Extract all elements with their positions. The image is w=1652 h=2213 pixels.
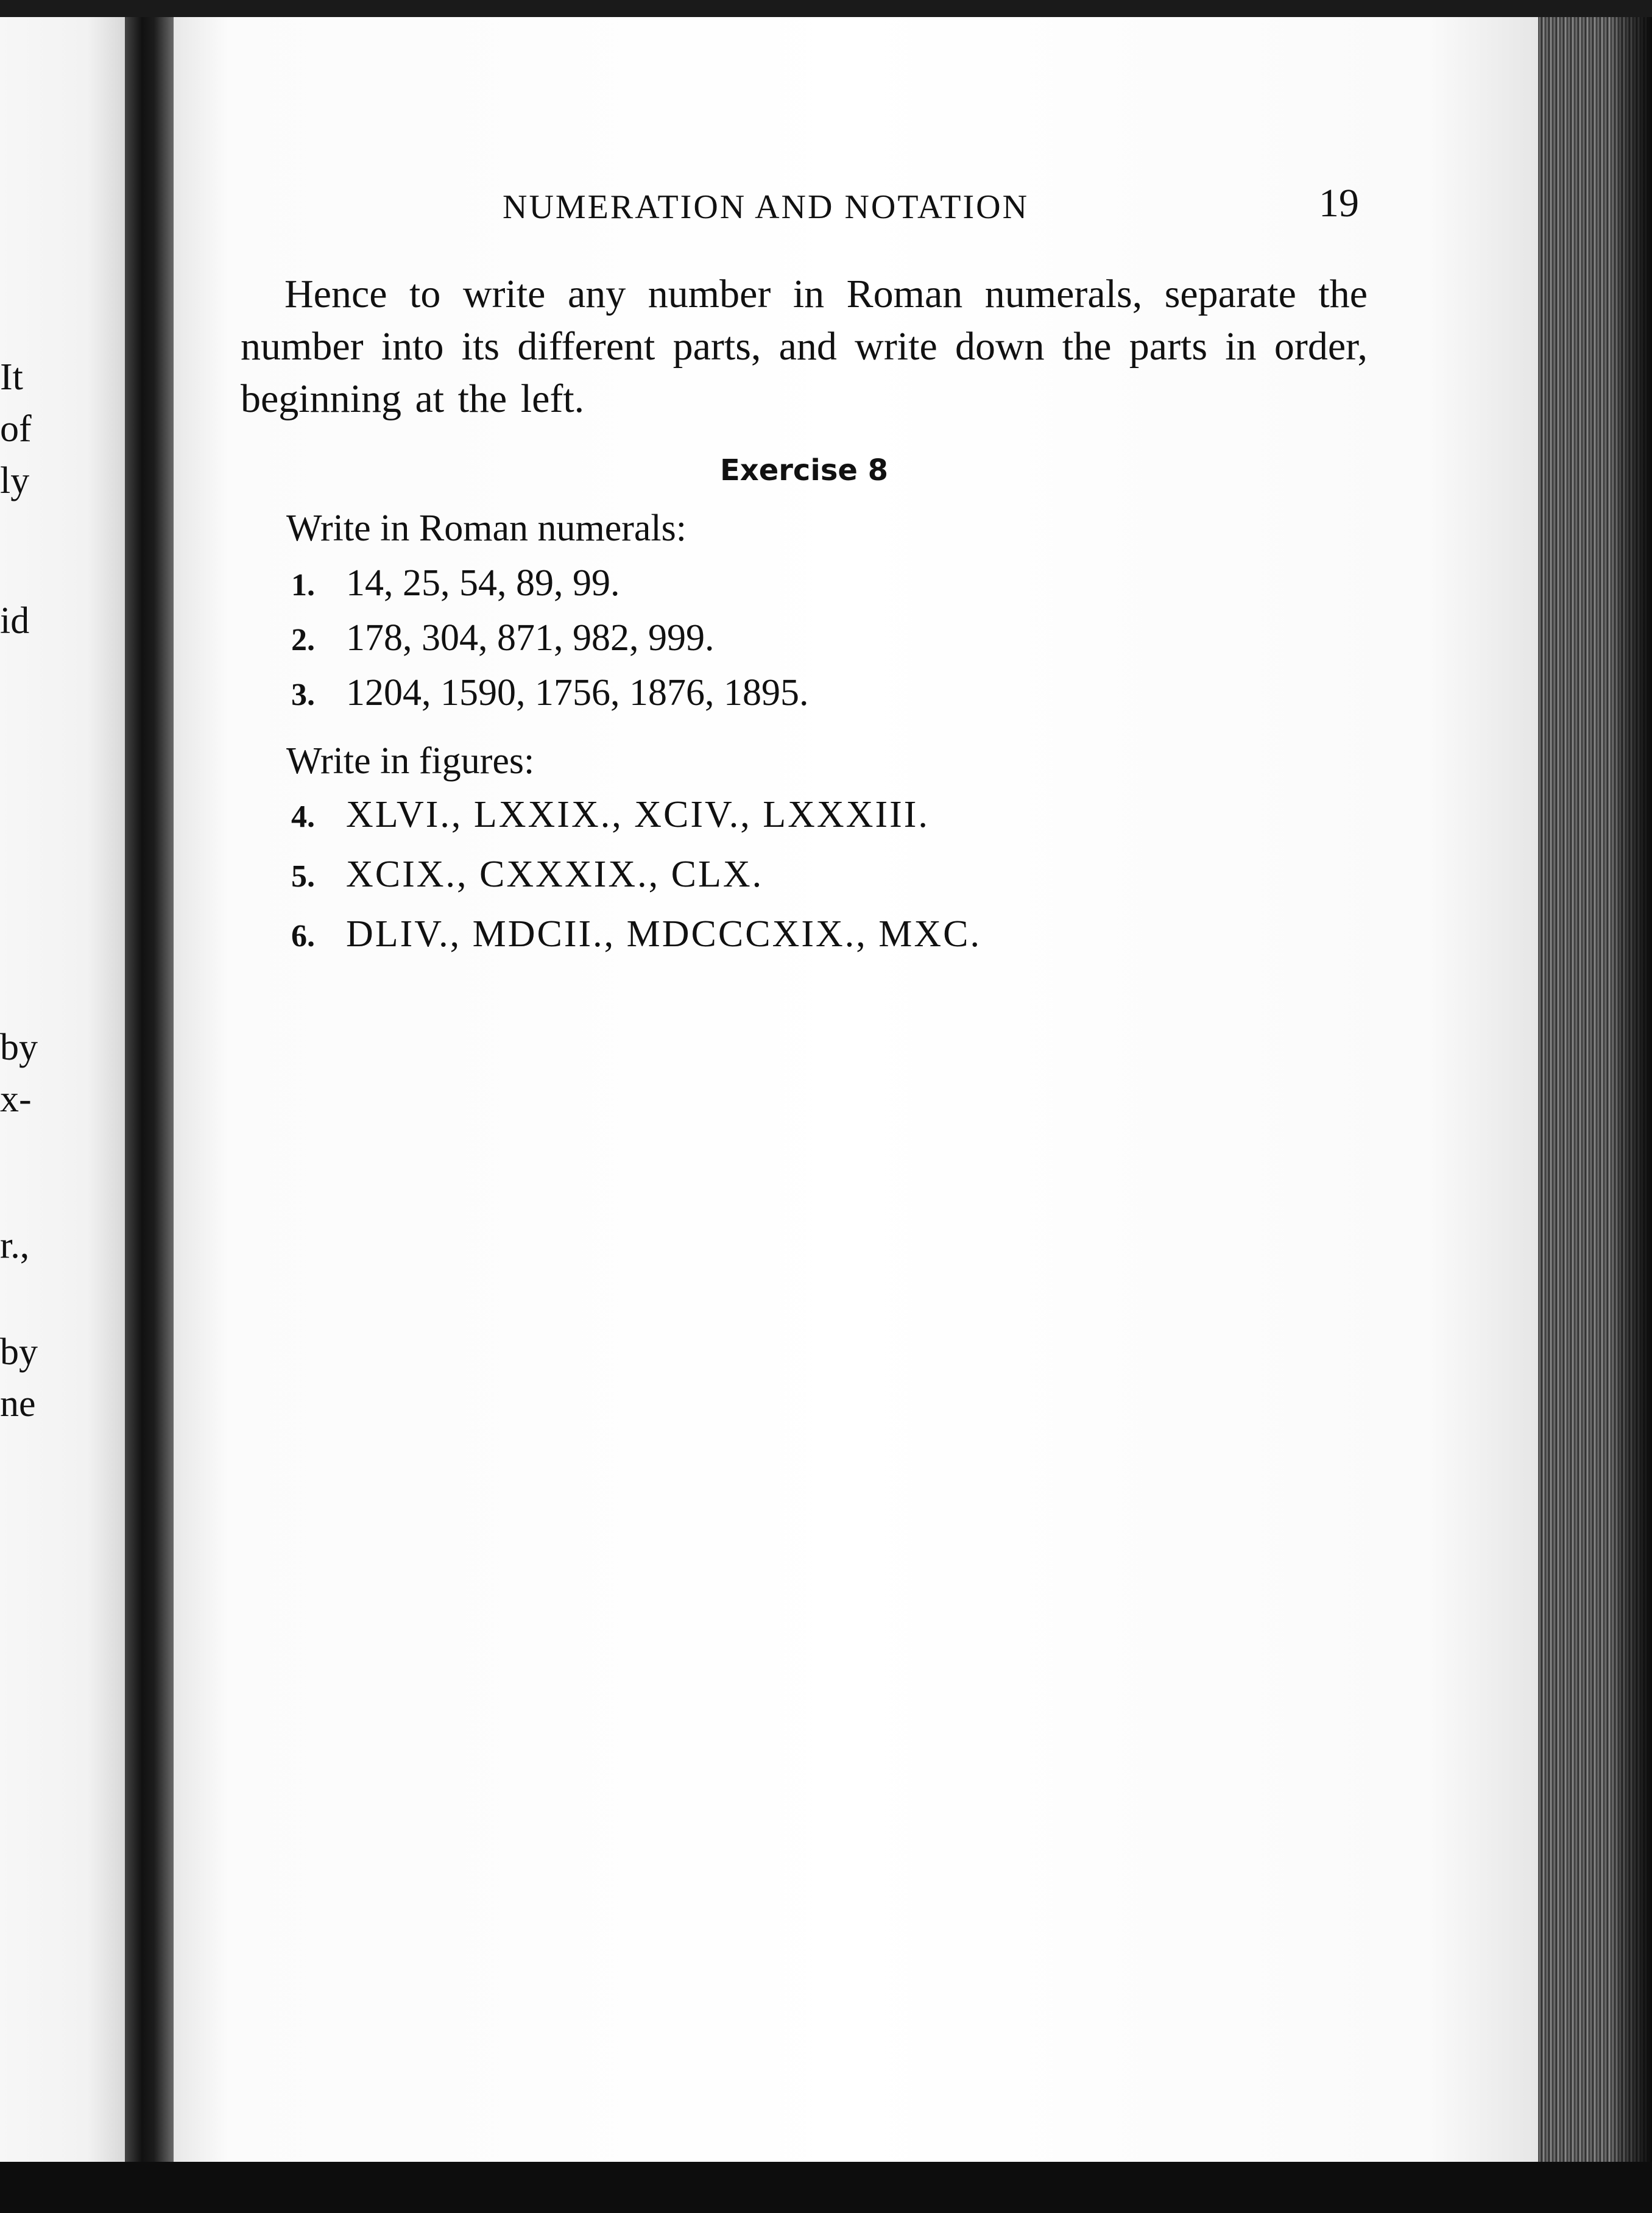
exercise-instruction: Write in figures: [286,740,535,782]
left-fragment: ly [0,460,30,501]
exercise-item [291,617,715,660]
exercise-item-number: 4. [291,799,315,834]
exercise-item [291,853,763,896]
left-fragment: id [0,600,30,642]
scan-bottom-border [0,2162,1652,2213]
left-fragment: by [0,1331,38,1373]
page-edges [1538,17,1652,2162]
exercise-item-number: 3. [291,678,315,712]
body-paragraph: Hence to write any number in Roman numerals, separate the number into its different parts, and write down the parts in order, beginning at the left. [241,272,1368,421]
left-facing-page [0,17,125,2162]
left-fragment: x- [0,1078,32,1120]
exercise-item [291,793,930,837]
running-title: NUMERATION AND NOTATION [503,188,1029,226]
exercise-item-number: 6. [291,919,315,954]
exercise-item-text: XCIX., CXXXIX., CLX. [346,854,764,895]
exercise-item-number: 5. [291,859,315,894]
exercise-instruction: Write in Roman numerals: [286,508,687,549]
left-fragment: ne [0,1383,36,1425]
scan-top-border [0,0,1652,17]
exercise-item-text: 1204, 1590, 1756, 1876, 1895. [346,672,809,713]
left-fragment: of [0,408,32,450]
left-page-text-fragments [0,17,125,2162]
exercise-item-number: 1. [291,568,315,603]
exercise-item-number: 2. [291,623,315,657]
left-fragment: by [0,1027,38,1068]
book-gutter [125,17,174,2162]
exercise-item [291,562,620,605]
exercise-heading: Exercise 8 [719,453,889,487]
running-head [329,180,1364,229]
left-fragment: r., [0,1225,30,1266]
page-number: 19 [1319,181,1359,225]
exercise-item [291,913,981,956]
exercise-item-text: DLIV., MDCII., MDCCCXIX., MXC. [346,913,982,955]
left-fragment: It [0,356,23,398]
exercise-item-text: 178, 304, 871, 982, 999. [346,617,715,659]
exercise-item-text: 14, 25, 54, 89, 99. [346,562,620,604]
exercise-item-text: XLVI., LXXIX., XCIV., LXXXIII. [346,794,930,835]
exercise-item [291,671,809,715]
